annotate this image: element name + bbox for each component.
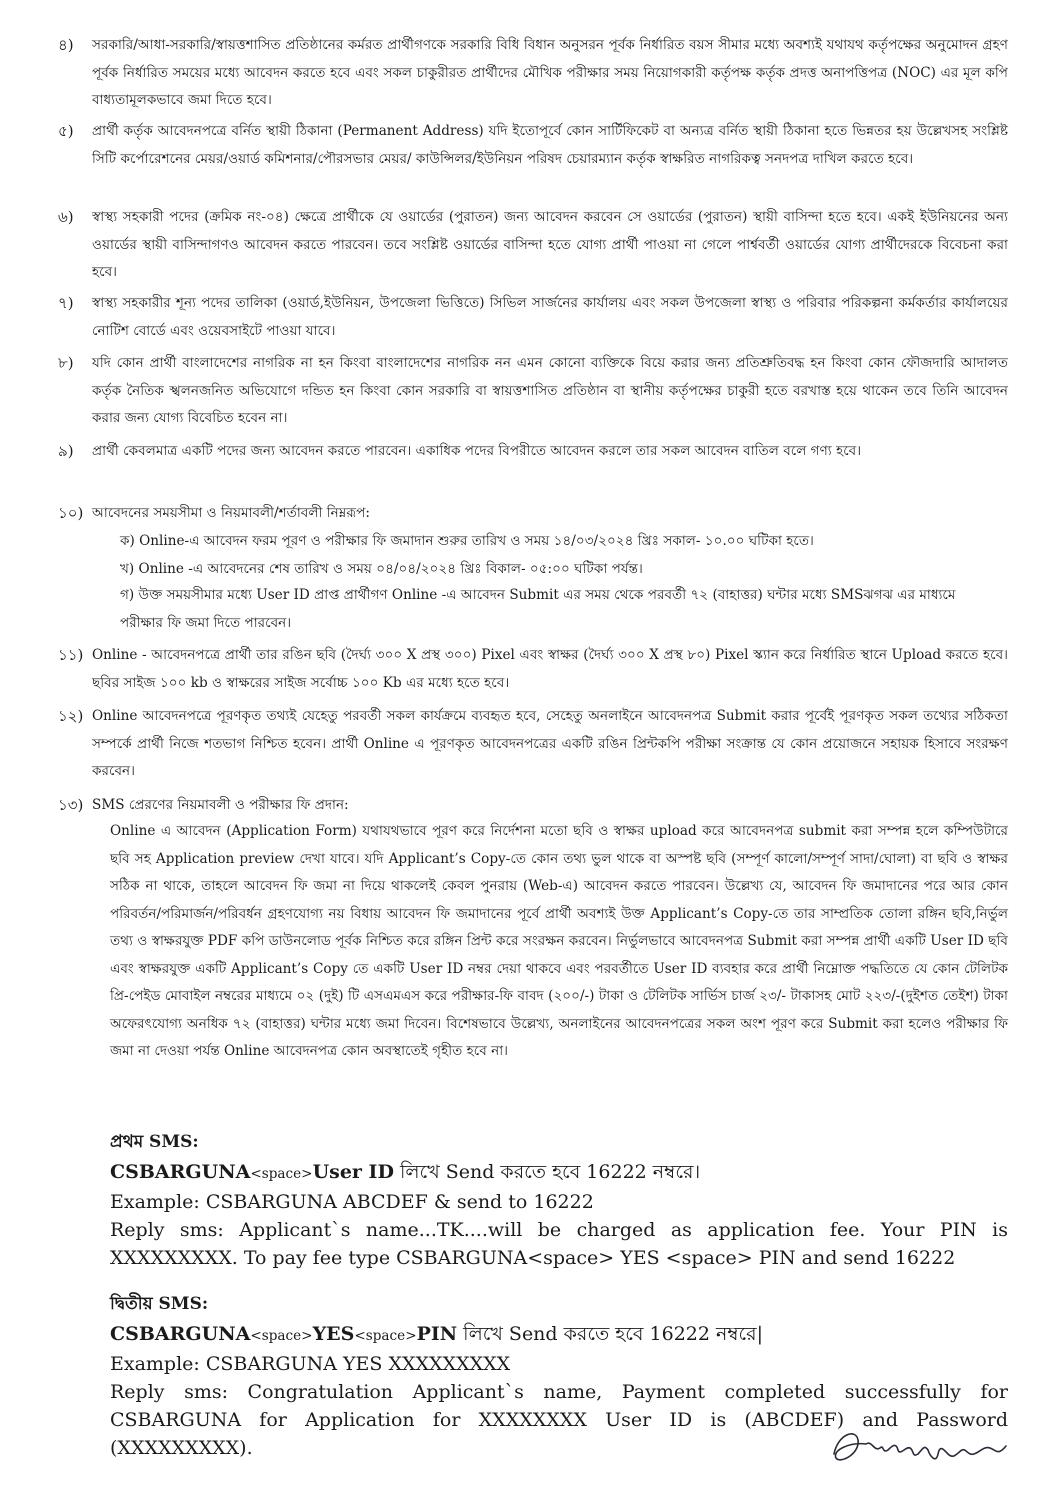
command-instruction: লিখে Send করতে হবে 16222 নম্বরে।: [393, 1161, 701, 1183]
clause-12: [58, 703, 1008, 786]
timeline-fee: গ) উক্ত সময়সীমার মধ্যে User ID প্রাপ্ত প্রার্থীগণ Online -এ আবেদন Submit এর সময় থেকে পরবর্তী ৭২ (বাহাত্তর) ঘন্টার মধ্যে SMSঝগঝ এর মাধ্যমে পরীক্ষার ফি জমা দিতে পারবেন।: [120, 587, 956, 631]
clause-9: [58, 438, 1008, 466]
clause-number: ১১): [58, 646, 84, 664]
clause-8: [58, 350, 1008, 433]
sms-code: CSBARGUNA: [110, 1161, 251, 1183]
second-sms-example: Example: CSBARGUNA YES XXXXXXXXX: [110, 1353, 511, 1375]
clause-4: [58, 32, 1008, 115]
clause-11: [58, 642, 1008, 697]
clause-text: যদি কোন প্রার্থী বাংলাদেশের নাগরিক না হন কিংবা বাংলাদেশের নাগরিক নন এমন কোনো ব্যক্তিকে বিয়ে করার জন্য প্রতিশ্রুতিবদ্ধ হন কিংবা কোন ফৌজদারি আদালত কর্তৃক নৈতিক স্খলনজনিত অভিযোগে দন্ডিত হন কিংবা কোন সরকারি বা স্বায়ত্তশাসিত প্রতিষ্ঠান বা স্থানীয় কর্তৃপক্ষের চাকুরী হতে বরখাস্ত হয়ে থাকেন তবে তিনি আবেদন করার জন্য যোগ্য বিবেচিত হবেন না।: [92, 355, 1008, 426]
clause-number: ১০): [58, 504, 84, 522]
clause-number: ৫): [58, 122, 74, 140]
sms-instructions-paragraph: Online এ আবেদন (Application Form) যথাযথভাবে পূরণ করে নির্দেশনা মতো ছবি ও স্বাক্ষর upload করে আবেদনপত্র submit করা সম্পন্ন হলে কম্পিউটারে ছবি সহ Application preview দেখা যাবে। যদি Applicant’s Copy-তে কোন তথ্য ভুল থাকে বা অস্পষ্ট ছবি (সম্পূর্ণ কালো/সম্পূর্ণ সাদা/ঘোলা) বা ছবি ও স্বাক্ষর সঠিক না থাকে, তাহলে আবেদন ফি জমা না দিয়ে থাকলেই কেবল পুনরায় (Web-এ) আবেদন করতে পারবেন। উল্লেখ্য যে, আবেদন ফি জমাদানের পরে আর কোন পরিবর্তন/পরিমার্জন/পরিবর্ধন গ্রহণযোগ্য নয় বিধায় আবেদন ফি জমাদানের পূর্বে প্রার্থী অবশ্যই উক্ত Applicant’s Copy-তে তার সাম্প্রতিক তোলা রঙ্গিন ছবি,নির্ভুল তথ্য ও স্বাক্ষরযুক্ত PDF কপি ডাউনলোড পূর্বক নিশ্চিত করে রঙ্গিন প্রিন্ট করে সংরক্ষন করবেন। নির্ভুলভাবে আবেদনপত্র Submit করা সম্পন্ন প্রার্থী একটি User ID ছবি এবং স্বাক্ষরযুক্ত একটি Applicant’s Copy তে একটি User ID নম্বর দেয়া থাকবে এবং পরবর্তীতে User ID ব্যবহার করে প্রার্থী নিম্নোক্ত পদ্ধতিতে যে কোন টেলিটক প্রি-পেইড মোবাইল নম্বরের মাধ্যমে ০২ (দুই) টি এসএমএস করে পরীক্ষার-ফি বাবদ (২০০/-) টাকা ও টেলিটক সার্ভিস চার্জ ২৩/- টাকাসহ মোট ২২৩/-(দুইশত তেইশ) টাকা অফেরৎযোগ্য অনধিক ৭২ (বাহাত্তর) ঘন্টার মধ্যে জমা দিবেন। বিশেষভাবে উল্লেখ্য, অনলাইনের আবেদনপত্রের সকল অংশ পূরণ করে Submit করা হলেও পরীক্ষার ফি জমা না দেওয়া পর্যন্ত Online আবেদনপত্র কোন অবস্থাতেই গৃহীত হবে না।: [110, 823, 1008, 1059]
clause-number: ৯): [58, 442, 74, 460]
user-id-token: User ID: [312, 1161, 394, 1183]
clause-text: SMS প্রেরণের নিয়মাবলী ও পরীক্ষার ফি প্রদান:: [92, 797, 349, 813]
second-sms-heading: দ্বিতীয় SMS:: [110, 1294, 209, 1314]
clause-13: [58, 792, 1008, 820]
space-token: <space>: [354, 1328, 417, 1344]
clause-number: ১২): [58, 707, 84, 725]
clause-text: Online - আবেদনপত্রে প্রার্থী তার রঙিন ছবি (দৈর্ঘ্য ৩০০ X প্রস্থ ৩০০) Pixel এবং স্বাক্ষর (দৈর্ঘ্য ৩০০ X প্রস্থ ৮০) Pixel স্ক্যান করে নির্ধারিত স্থানে Upload করতে হবে। ছবির সাইজ ১০০ kb ও স্বাক্ষরের সাইজ সর্বোচ্চ ১০০ Kb এর মধ্যে হতে হবে।: [92, 647, 1008, 691]
clause-10: [58, 500, 1008, 528]
clause-number: ৪): [58, 36, 74, 54]
clause-text: আবেদনের সময়সীমা ও নিয়মাবলী/শর্তাবলী নিম্নরূপ:: [92, 505, 370, 521]
first-sms-example: Example: CSBARGUNA ABCDEF & send to 16222: [110, 1191, 594, 1213]
pin-token: PIN: [416, 1323, 458, 1345]
timeline-end: খ) Online -এ আবেদনের শেষ তারিখ ও সময় ০৪/০৪/২০২৪ খ্রিঃ বিকাল- ০৫:০০ ঘটিকা পর্যন্ত।: [120, 561, 643, 577]
first-sms-reply: Reply sms: Applicant`s name...TK....will be charged as application fee. Your PIN is XXXXXXXXX. To pay fee type CSBARGUNA<space> YES <space> PIN and send 16222: [110, 1219, 1008, 1269]
space-token: <space>: [250, 1328, 313, 1344]
clause-number: ১৩): [58, 796, 84, 814]
clause-text: স্বাস্থ্য সহকারীর শূন্য পদের তালিকা (ওয়ার্ড,ইউনিয়ন, উপজেলা ভিত্তিতে) সিভিল সার্জনের কার্যালয় এবং সকল উপজেলা স্বাস্থ্য ও পরিবার পরিকল্পনা কর্মকর্তার কার্যালয়ের নোটিশ বোর্ডে এবং ওয়েবসাইটে পাওয়া যাবে।: [92, 295, 1008, 339]
clause-text: সরকারি/আধা-সরকারি/স্বায়ত্তশাসিত প্রতিষ্ঠানের কর্মরত প্রার্থীগণকে সরকারি বিধি বিধান অনুসরন পূর্বক নির্ধারিত বয়স সীমার মধ্যে অবশ্যই যথাযথ কর্তৃপক্ষের অনুমোদন গ্রহণ পূর্বক নির্ধারিত সময়ের মধ্যে আবেদন করতে হবে এবং সকল চাকুরীরত প্রার্থীদের মৌখিক পরীক্ষার সময় নিয়োগকারী কর্তৃপক্ষ কর্তৃক প্রদত্ত অনাপত্তিপত্র (NOC) এর মূল কপি বাধ্যতামূলকভাবে জমা দিতে হবে।: [92, 37, 1008, 108]
command-instruction: লিখে Send করতে হবে 16222 নম্বরে|: [457, 1323, 764, 1345]
space-token: <space>: [250, 1166, 313, 1182]
clause-6: [58, 204, 1008, 287]
clause-number: ৬): [58, 208, 74, 226]
sms-code: CSBARGUNA: [110, 1323, 251, 1345]
second-sms-reply: Reply sms: Congratulation Applicant`s name, Payment completed successfully for CSBARGUNA for Application for XXXXXXXX User ID is (ABCDEF) and Password (XXXXXXXXX).: [110, 1381, 1008, 1459]
clause-5: [58, 118, 1008, 173]
yes-token: YES: [312, 1323, 355, 1345]
clause-text: স্বাস্থ্য সহকারী পদের (ক্রমিক নং-০৪) ক্ষেত্রে প্রার্থীকে যে ওয়ার্ডের (পুরাতন) জন্য আবেদন করবেন সে ওয়ার্ডের (পুরাতন) স্থায়ী বাসিন্দা হতে হবে। একই ইউনিয়নের অন্য ওয়ার্ডের স্থায়ী বাসিন্দাগণও আবেদন করতে পারবেন। তবে সংশ্লিষ্ট ওয়ার্ডের বাসিন্দা হতে যোগ্য প্রার্থী পাওয়া না গেলে পার্শ্ববর্তী ওয়ার্ডের যোগ্য প্রার্থীদেরকে বিবেচনা করা হবে।: [92, 209, 1008, 280]
clause-number: ৮): [58, 354, 74, 372]
clause-text: প্রার্থী কর্তৃক আবেদনপত্রে বর্নিত স্থায়ী ঠিকানা (Permanent Address) যদি ইতোপূর্বে কোন সার্টিফিকেট বা অন্যত্র বর্নিত স্থায়ী ঠিকানা হতে ভিন্নতর হয় উল্লেখসহ সংশ্লিষ্ট সিটি কর্পোরেশনের মেয়র/ওয়ার্ড কমিশনার/পৌরসভার মেয়র/ কাউন্সিলর/ইউনিয়ন পরিষদ চেয়ারম্যান কর্তৃক স্বাক্ষরিত নাগরিকত্ব সনদপত্র দাখিল করতে হবে।: [92, 123, 1008, 167]
clause-7: [58, 290, 1008, 345]
second-sms-command: [110, 1320, 1008, 1350]
timeline-start: ক) Online-এ আবেদন ফরম পূরণ ও পরীক্ষার ফি জমাদান শুরুর তারিখ ও সময় ১৪/০৩/২০২৪ খ্রিঃ সকাল- ১০.০০ ঘটিকা হতে।: [120, 533, 814, 549]
first-sms-heading: প্রথম SMS:: [110, 1132, 199, 1152]
clause-number: ৭): [58, 294, 74, 312]
clause-text: প্রার্থী কেবলমাত্র একটি পদের জন্য আবেদন করতে পারবেন। একাধিক পদের বিপরীতে আবেদন করলে তার সকল আবেদন বাতিল বলে গণ্য হবে।: [92, 443, 862, 459]
first-sms-section: [110, 1128, 1008, 1272]
signature: [826, 1414, 1016, 1474]
clause-text: Online আবেদনপত্রে পূরণকৃত তথ্যই যেহেতু পরবর্তী সকল কার্যক্রমে ব্যবহৃত হবে, সেহেতু অনলাইনে আবেদনপত্র Submit করার পূর্বেই পূরণকৃত সকল তথ্যের সঠিকতা সম্পর্কে প্রার্থী নিজে শতভাগ নিশ্চিত হবেন। প্রার্থী Online এ পূরণকৃত আবেদনপত্রের একটি রঙিন প্রিন্টকপি পরীক্ষা সংক্রান্ত যে কোন প্রয়োজনে সহায়ক হিসাবে সংরক্ষণ করবেন।: [92, 708, 1008, 779]
first-sms-command: [110, 1158, 1008, 1188]
